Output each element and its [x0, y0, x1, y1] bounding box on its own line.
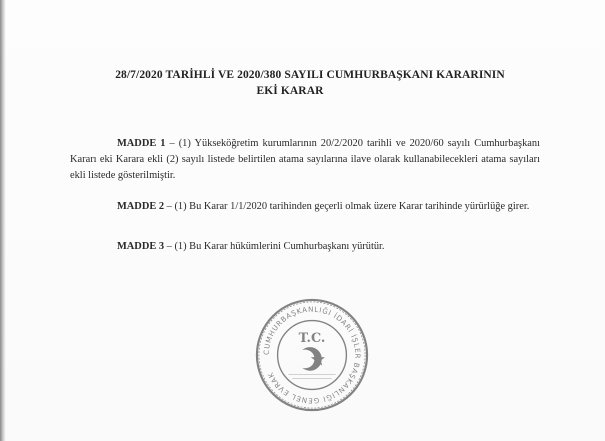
seal-emblem-icon — [302, 347, 325, 371]
document-title-line-2: EKİ KARAR — [256, 85, 324, 97]
article-3-label: MADDE 3 — [117, 241, 165, 252]
seal-center-text: T.C. — [298, 331, 326, 347]
seal-outer-ring — [257, 300, 367, 410]
article-3 — [70, 239, 540, 255]
article-2 — [70, 199, 540, 215]
article-1-text: – (1) Yükseköğretim kurumlarının 20/2/2020 tarihli ve 2020/60 sayılı Cumhurbaşkanı Kararı eki Karara ekli (2) sayılı listede belirtilen atama sayılarına ilave olarak kullanabilecekleri atama sayıları ekli listede gösterilmiştir. — [70, 138, 540, 181]
seal-ring-text: CUMHURBAŞKANLIĞI İDARİ İŞLER BAŞKANLIĞI GENEL EVRAK — [261, 304, 363, 406]
seal-outer-dashed-ring — [259, 302, 365, 408]
article-2-label: MADDE 2 — [117, 201, 165, 212]
seal-ink-texture — [288, 375, 335, 379]
article-1-label: MADDE 1 — [117, 138, 166, 149]
scan-edge-shadow — [0, 0, 6, 441]
article-1 — [70, 136, 540, 184]
article-2-text: – (1) Bu Karar 1/1/2020 tarihinden geçerli olmak üzere Karar tarihinde yürürlüğe girer. — [164, 201, 530, 212]
article-3-text: – (1) Bu Karar hükümlerini Cumhurbaşkanı yürütür. — [164, 241, 385, 252]
document-title-line-1: 28/7/2020 TARİHLİ VE 2020/380 SAYILI CUMHURBAŞKANI KARARININ — [115, 69, 505, 81]
official-seal-stamp — [253, 296, 371, 414]
